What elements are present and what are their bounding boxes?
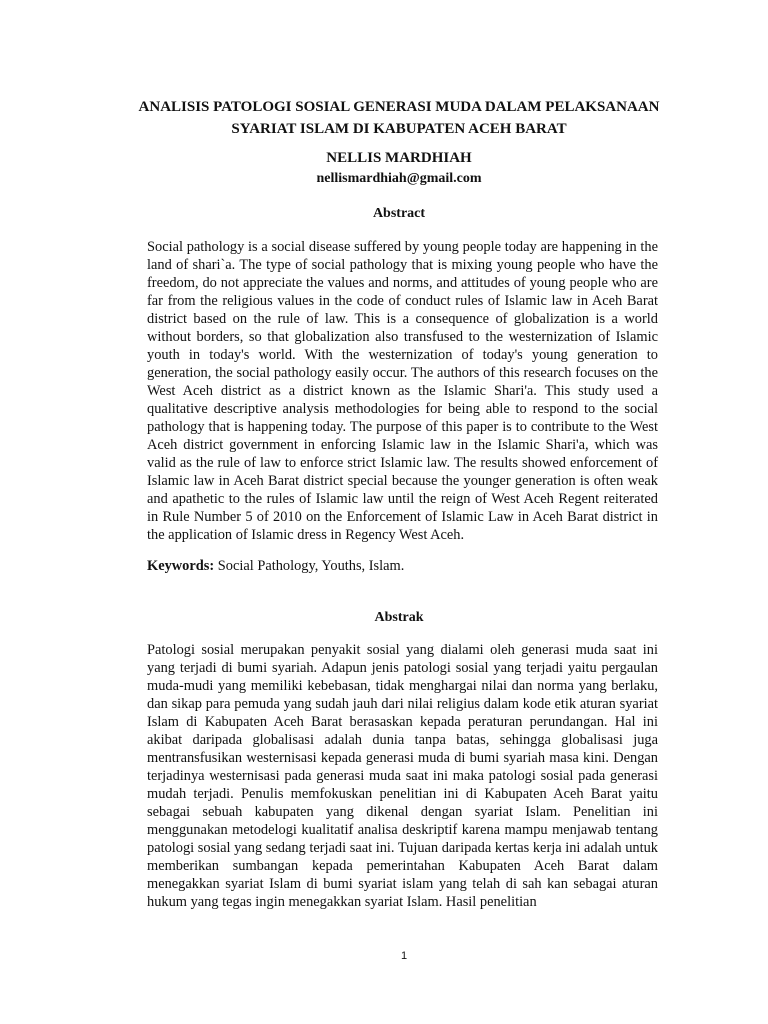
paper-title: ANALISIS PATOLOGI SOSIAL GENERASI MUDA DALAM PELAKSANAAN SYARIAT ISLAM DI KABUPATEN ACEH BARAT — [138, 99, 660, 137]
keywords-label: Keywords: — [147, 558, 215, 574]
abstrak-heading: Abstrak — [374, 610, 424, 625]
page-number: 1 — [400, 950, 408, 962]
abstract-text: Social pathology is a social disease suffered by young people today are happening in the land of shari`a. The type of social pathology that is mixing young people who have the freedom, do not appreciate the values and norms, and attitudes of young people who are far from the religious values in the code of conduct rules of Islamic law in Aceh Barat district based on the rule of law. This is a consequence of globalization is a world without borders, so that globalization also transfused to the westernization of Islamic youth in today's world. With the westernization of today's young generation to generation, the social pathology easily occur. The authors of this research focuses on the West Aceh district as a district known as the Islamic Shari'a. This study used a qualitative descriptive analysis methodologies for being able to respond to the social pathology that is happening today. The purpose of this paper is to contribute to the West Aceh district government in enforcing Islamic law in the Islamic Shari'a, which was valid as the rule of law to enforce strict Islamic law. The results showed enforcement of Islamic law in Aceh Barat district special because the younger generation is often weak and apathetic to the rules of Islamic law until the reign of West Aceh Regent reiterated in Rule Number 5 of 2010 on the Enforcement of Islamic Law in Aceh Barat district in the application of Islamic dress in Regency West Aceh. — [147, 239, 658, 543]
abstract-heading: Abstract — [372, 206, 426, 221]
abstrak-text: Patologi sosial merupakan penyakit sosial yang dialami oleh generasi muda saat ini yang terjadi di bumi syariah. Adapun jenis patologi sosial yang terjadi yaitu pergaulan muda-mudi yang memiliki kebebasan, tidak menghargai nilai dan norma yang berlaku, dan sikap para pemuda yang sudah jauh dari nilai religius dalam kode etik aturan syariat Islam di Kabupaten Aceh Barat berasaskan kepada peraturan perundangan. Hal ini akibat daripada globalisasi adalah dunia tanpa batas, sehingga globalisasi juga mentransfusikan westernisasi kepada generasi muda di bumi syariah masa kini. Dengan terjadinya westernisasi pada generasi muda saat ini maka patologi sosial pada generasi mudah terjadi. Penulis memfokuskan penelitian ini di Kabupaten Aceh Barat yaitu sebagai sebuah kabupaten yang dikenal dengan syariat Islam. Penelitian ini menggunakan metodelogi kualitatif analisa deskriptif karena mampu menjawab tentang patologi sosial yang sedang terjadi saat ini. Tujuan daripada kertas kerja ini adalah untuk memberikan sumbangan kepada pemerintahan Kabupaten Aceh Barat dalam menegakkan syariat Islam di bumi syariat islam yang telah di sah kan sebagai aturan hukum yang tegas ingin menegakkan syariat Islam. Hasil penelitian — [147, 642, 658, 910]
author-name: NELLIS MARDHIAH — [326, 150, 472, 166]
keywords-line — [147, 557, 658, 575]
author-email[interactable]: nellismardhiah@gmail.com — [316, 171, 482, 186]
keywords-value: Social Pathology, Youths, Islam. — [217, 558, 405, 574]
